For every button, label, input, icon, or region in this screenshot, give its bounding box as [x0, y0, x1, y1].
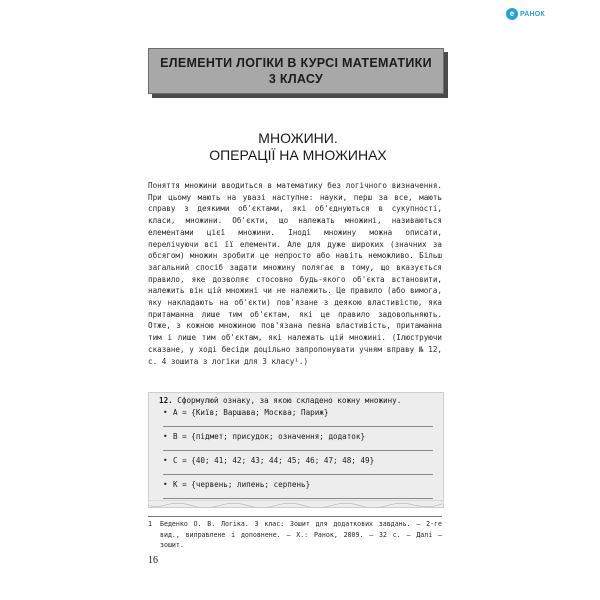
bullet-icon: •: [163, 480, 168, 489]
exercise-item-text: C = {40; 41; 42; 43; 44; 45; 46; 47; 48; 49}: [173, 456, 375, 465]
exercise-item-text: K = {червень; липень; серпень}: [173, 480, 311, 489]
exercise-item: [163, 431, 433, 442]
chapter-banner: [148, 48, 444, 94]
page-number: 16: [148, 555, 158, 566]
exercise-item-text: B = {підмет; присудок; означення; додаток}: [173, 432, 366, 441]
bullet-icon: •: [163, 456, 168, 465]
answer-line: [163, 426, 433, 427]
footnote-text: Беденко О. В. Логіка. 3 клас: Зошит для додаткових завдань. — 2-ге вид., виправлене і доповнене. — Х.: Ранок, 2009. — 32 с. — Далі — зошит.: [160, 520, 442, 549]
chapter-title-line-1: ЕЛЕМЕНТИ ЛОГІКИ В КУРСІ МАТЕМАТИКИ: [160, 56, 432, 70]
section-heading: [148, 130, 448, 164]
logo-mark-icon: e: [506, 8, 518, 20]
exercise-item: [163, 455, 433, 466]
body-paragraph: Поняття множини вводиться в математику без логічного визначення. При цьому мають на увазі наступне: науки, перш за все, мають справу з деякими об'єктами, які об'єднуються в сукупності, класи, множини. Об'єкти, що належать множині, називаються елементами цієї множини. Іноді множину можна описати, перелічуючи всі її елементи. Але для дуже широких (значних за обсягом) множин зробити це непросто або навіть неможливо. Більш загальний спосіб задати множину полягає в тому, що вказується правило, яке дозволяє стосовно будь-якого об'єкта встановити, належить він цій множині чи не належить. Це правило (або вимога, яку накладають на об'єкти) пов'язане з деякою властивістю, яка притаманна лише тим об'єктам, які це правило задовольняють. Отже, з кожною множиною пов'язана певна властивість, притаманна тим і лише тим об'єктам, які належать цій множині. (Ілюструючи сказане, у ході бесіди доцільно запропонувати учням вправу № 12, с. 4 зошита з логіки для 3 класу¹.): [148, 181, 442, 366]
exercise-item: [163, 479, 433, 490]
section-heading-line-1: МНОЖИНИ.: [258, 130, 338, 146]
exercise-item-text: A = {Київ; Варшава; Москва; Париж}: [173, 408, 329, 417]
footnote-mark: 1: [148, 520, 152, 528]
exercise-title: [159, 395, 439, 406]
logo-text: РАНОК: [520, 10, 545, 18]
footnote-divider: [148, 516, 442, 517]
answer-line: [163, 474, 433, 475]
exercise-number: 12.: [159, 396, 173, 405]
bullet-icon: •: [163, 432, 168, 441]
section-heading-line-2: ОПЕРАЦІЇ НА МНОЖИНАХ: [209, 147, 387, 163]
answer-line: [163, 450, 433, 451]
exercise-instruction: Сформулюй ознаку, за якою складено кожну множину.: [177, 396, 402, 405]
exercise-item: [163, 407, 433, 418]
publisher-logo: [506, 6, 550, 22]
torn-edge-decoration: [148, 500, 442, 512]
chapter-title-line-2: 3 КЛАСУ: [268, 72, 324, 86]
bullet-icon: •: [163, 408, 168, 417]
exercise-box: [148, 392, 444, 508]
answer-line: [163, 498, 433, 499]
